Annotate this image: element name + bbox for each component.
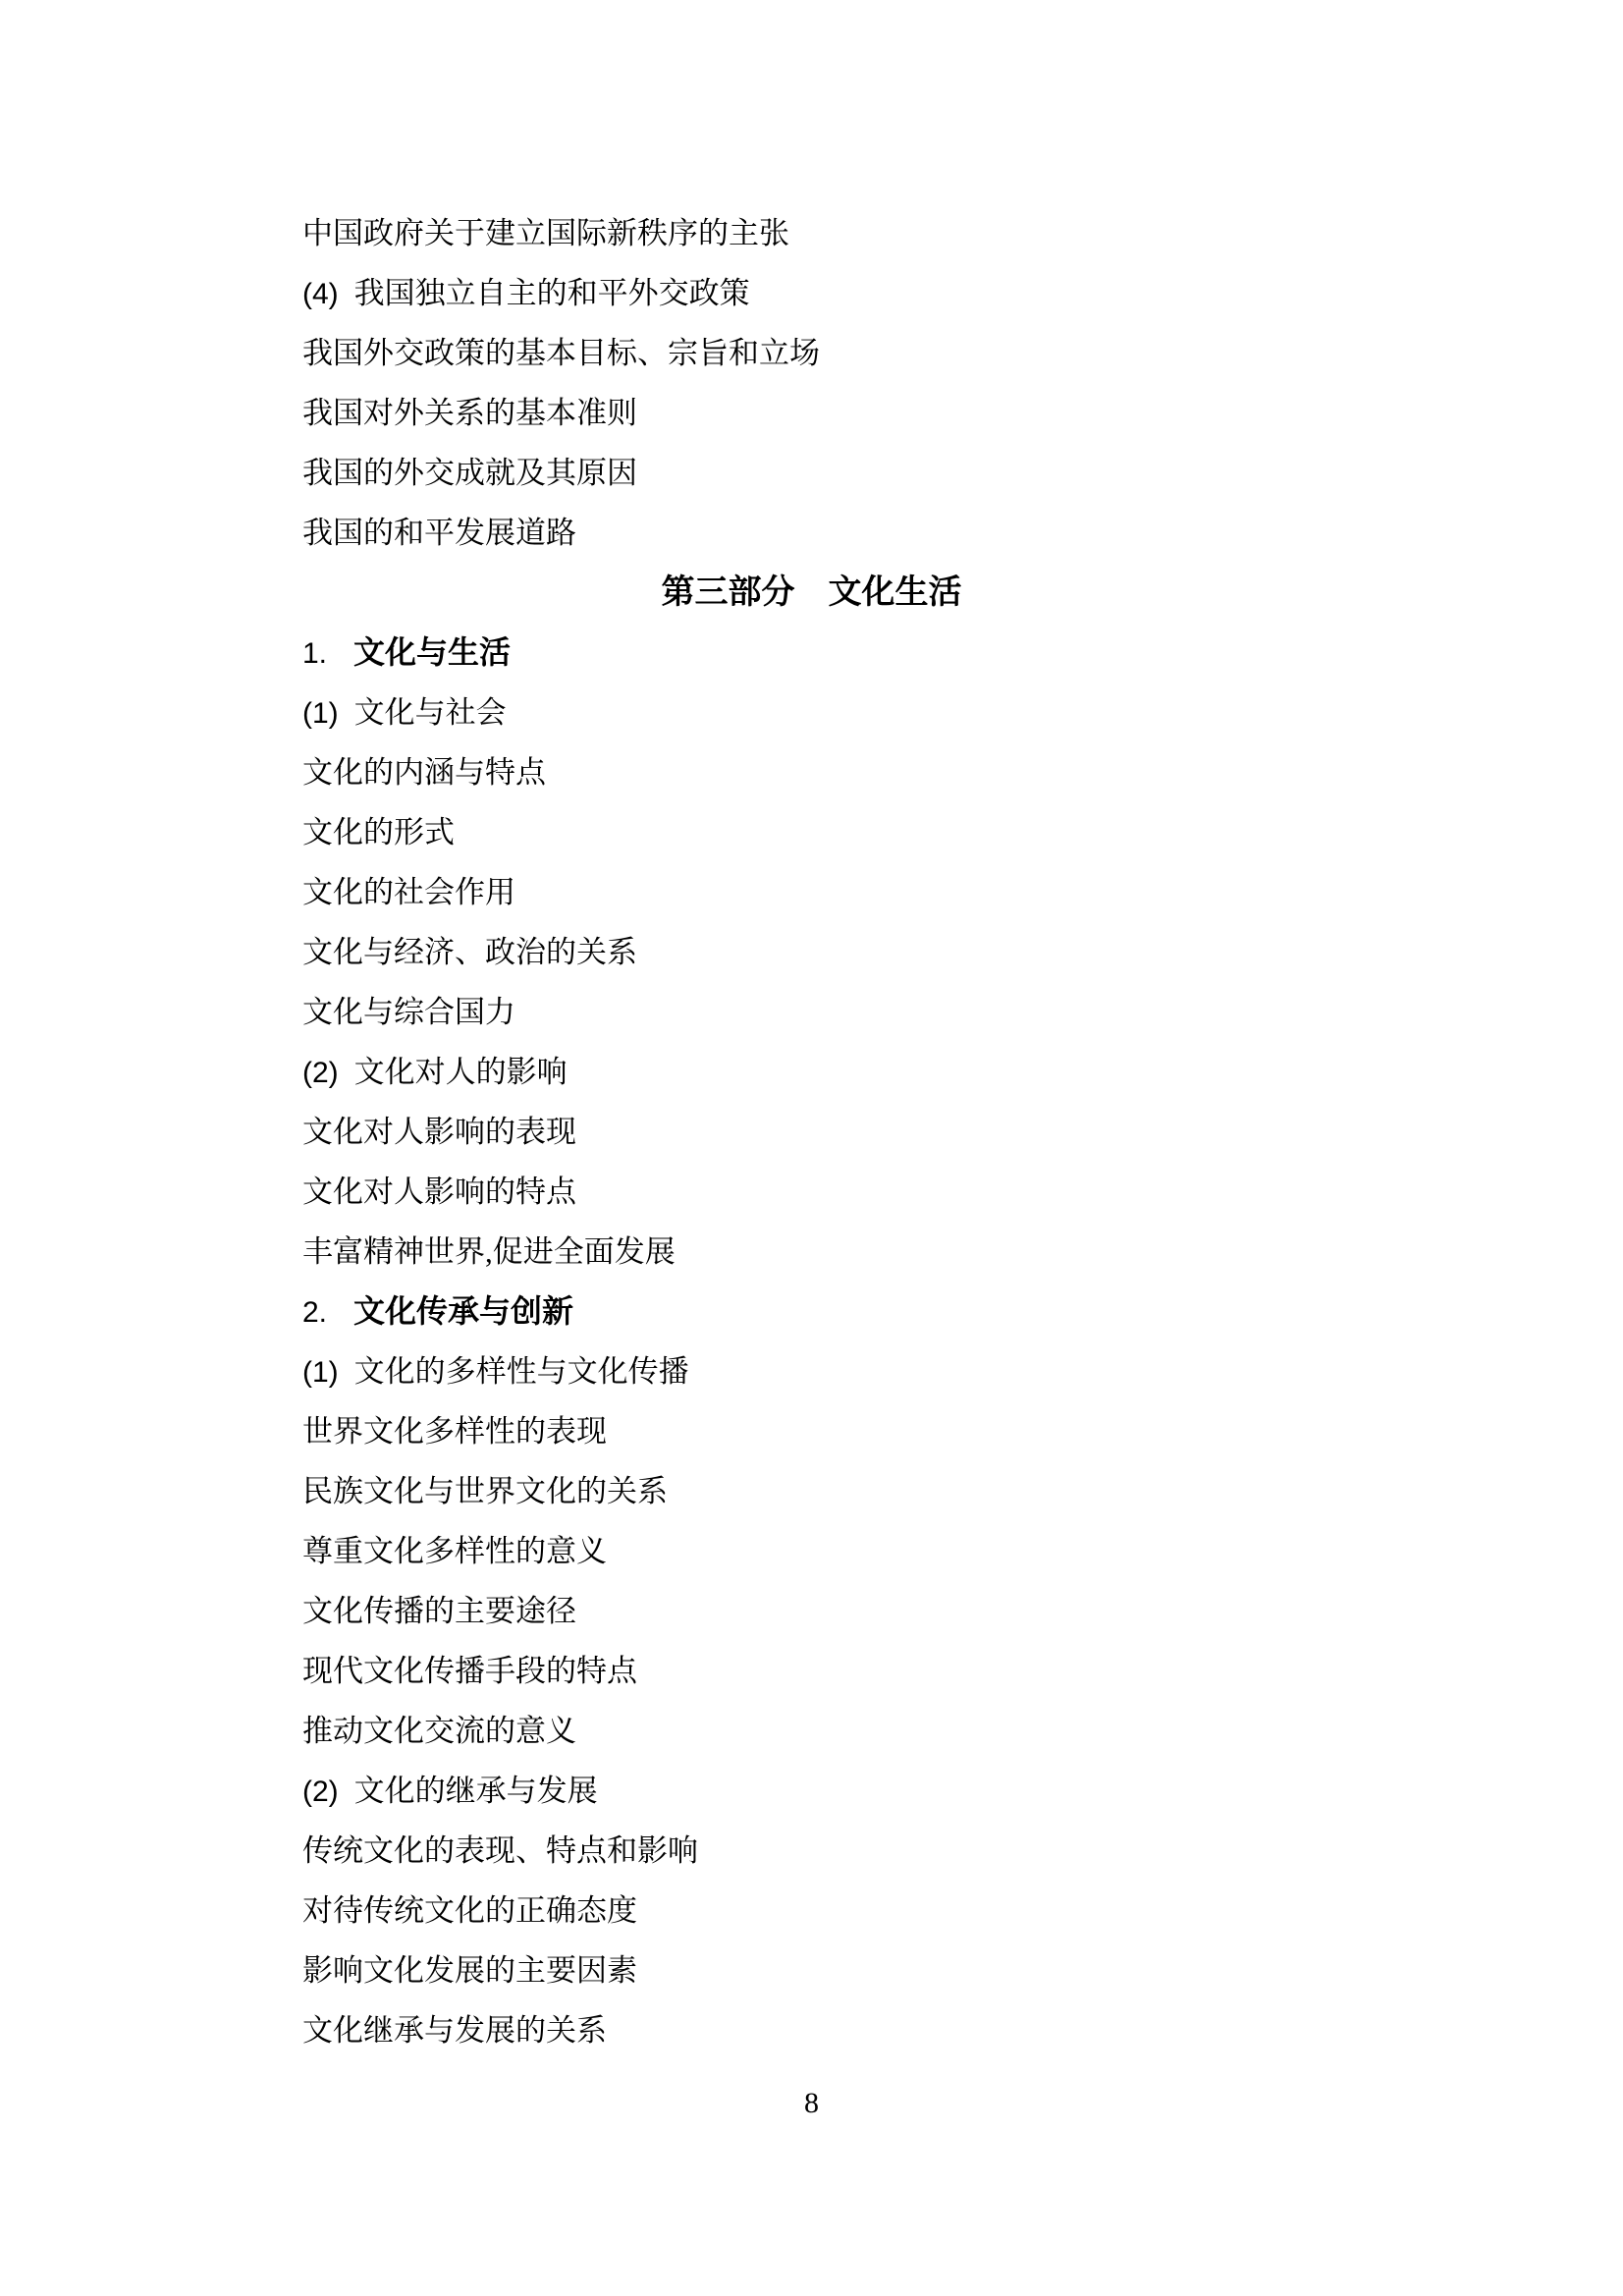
text-line	[302, 503, 1321, 563]
numbered-item	[302, 263, 1321, 323]
text-line	[302, 1102, 1321, 1162]
item-number: (1)	[302, 697, 339, 730]
text-line	[302, 1521, 1321, 1581]
text-line	[302, 1401, 1321, 1461]
numbered-item	[302, 1761, 1321, 1821]
numbered-item	[302, 683, 1321, 742]
line-text: 文化与经济、政治的关系	[302, 935, 637, 969]
section-heading	[302, 1282, 1321, 1341]
text-line	[302, 1881, 1321, 1941]
line-text: 文化对人的影响	[353, 1055, 568, 1089]
line-text: 尊重文化多样性的意义	[302, 1534, 607, 1568]
line-text: 文化的形式	[302, 815, 455, 849]
text-line	[302, 802, 1321, 862]
text-line	[302, 1641, 1321, 1701]
line-text: 文化与社会	[353, 695, 507, 730]
line-text: 世界文化多样性的表现	[302, 1414, 607, 1449]
line-text: 现代文化传播手段的特点	[302, 1654, 637, 1688]
line-text: 文化的继承与发展	[353, 1774, 598, 1808]
line-text: 传统文化的表现、特点和影响	[302, 1833, 698, 1868]
line-text: 我国的外交成就及其原因	[302, 456, 637, 490]
line-text: 我国独立自主的和平外交政策	[353, 276, 750, 310]
text-line	[302, 1461, 1321, 1521]
line-text: 对待传统文化的正确态度	[302, 1893, 637, 1928]
page-number: 8	[804, 2087, 819, 2119]
section-number: 2.	[302, 1296, 328, 1329]
numbered-item	[302, 1042, 1321, 1102]
line-text: 文化对人影响的特点	[302, 1175, 576, 1209]
text-line	[302, 1222, 1321, 1282]
line-text: 影响文化发展的主要因素	[302, 1953, 637, 1988]
text-line	[302, 1821, 1321, 1881]
item-number: (4)	[302, 278, 339, 310]
line-text: 文化继承与发展的关系	[302, 2013, 607, 2048]
line-text: 文化对人影响的表现	[302, 1115, 576, 1149]
text-line	[302, 1581, 1321, 1641]
line-text: 我国的和平发展道路	[302, 516, 576, 550]
section-heading	[302, 623, 1321, 683]
text-line	[302, 443, 1321, 503]
item-number: (2)	[302, 1057, 339, 1089]
line-text: 文化与综合国力	[302, 995, 515, 1029]
numbered-item	[302, 1341, 1321, 1401]
line-text: 我国外交政策的基本目标、宗旨和立场	[302, 336, 820, 370]
text-line	[302, 982, 1321, 1042]
item-number: (2)	[302, 1776, 339, 1808]
line-text: 推动文化交流的意义	[302, 1714, 576, 1748]
section-title: 文化传承与创新	[353, 1293, 574, 1329]
line-text: 中国政府关于建立国际新秩序的主张	[302, 216, 789, 250]
text-line	[302, 383, 1321, 443]
text-line	[302, 323, 1321, 383]
text-line	[302, 862, 1321, 922]
text-line	[302, 2000, 1321, 2060]
line-text: 文化传播的主要途径	[302, 1594, 576, 1628]
line-text: 丰富精神世界,促进全面发展	[302, 1234, 676, 1269]
item-number: (1)	[302, 1356, 339, 1389]
line-text: 文化的内涵与特点	[302, 755, 546, 790]
line-text: 民族文化与世界文化的关系	[302, 1474, 668, 1508]
line-text: 文化的社会作用	[302, 875, 515, 909]
line-text: 文化的多样性与文化传播	[353, 1354, 689, 1389]
text-line	[302, 203, 1321, 263]
line-text: 我国对外关系的基本准则	[302, 396, 637, 430]
text-line	[302, 922, 1321, 982]
text-line	[302, 742, 1321, 802]
text-line	[302, 1941, 1321, 2000]
section-title: 文化与生活	[353, 634, 512, 670]
text-line	[302, 1701, 1321, 1761]
document-body	[302, 203, 1321, 2060]
page-footer	[0, 2084, 1623, 2123]
part-heading: 第三部分 文化生活	[661, 574, 962, 611]
text-line	[302, 1162, 1321, 1222]
section-number: 1.	[302, 637, 328, 670]
